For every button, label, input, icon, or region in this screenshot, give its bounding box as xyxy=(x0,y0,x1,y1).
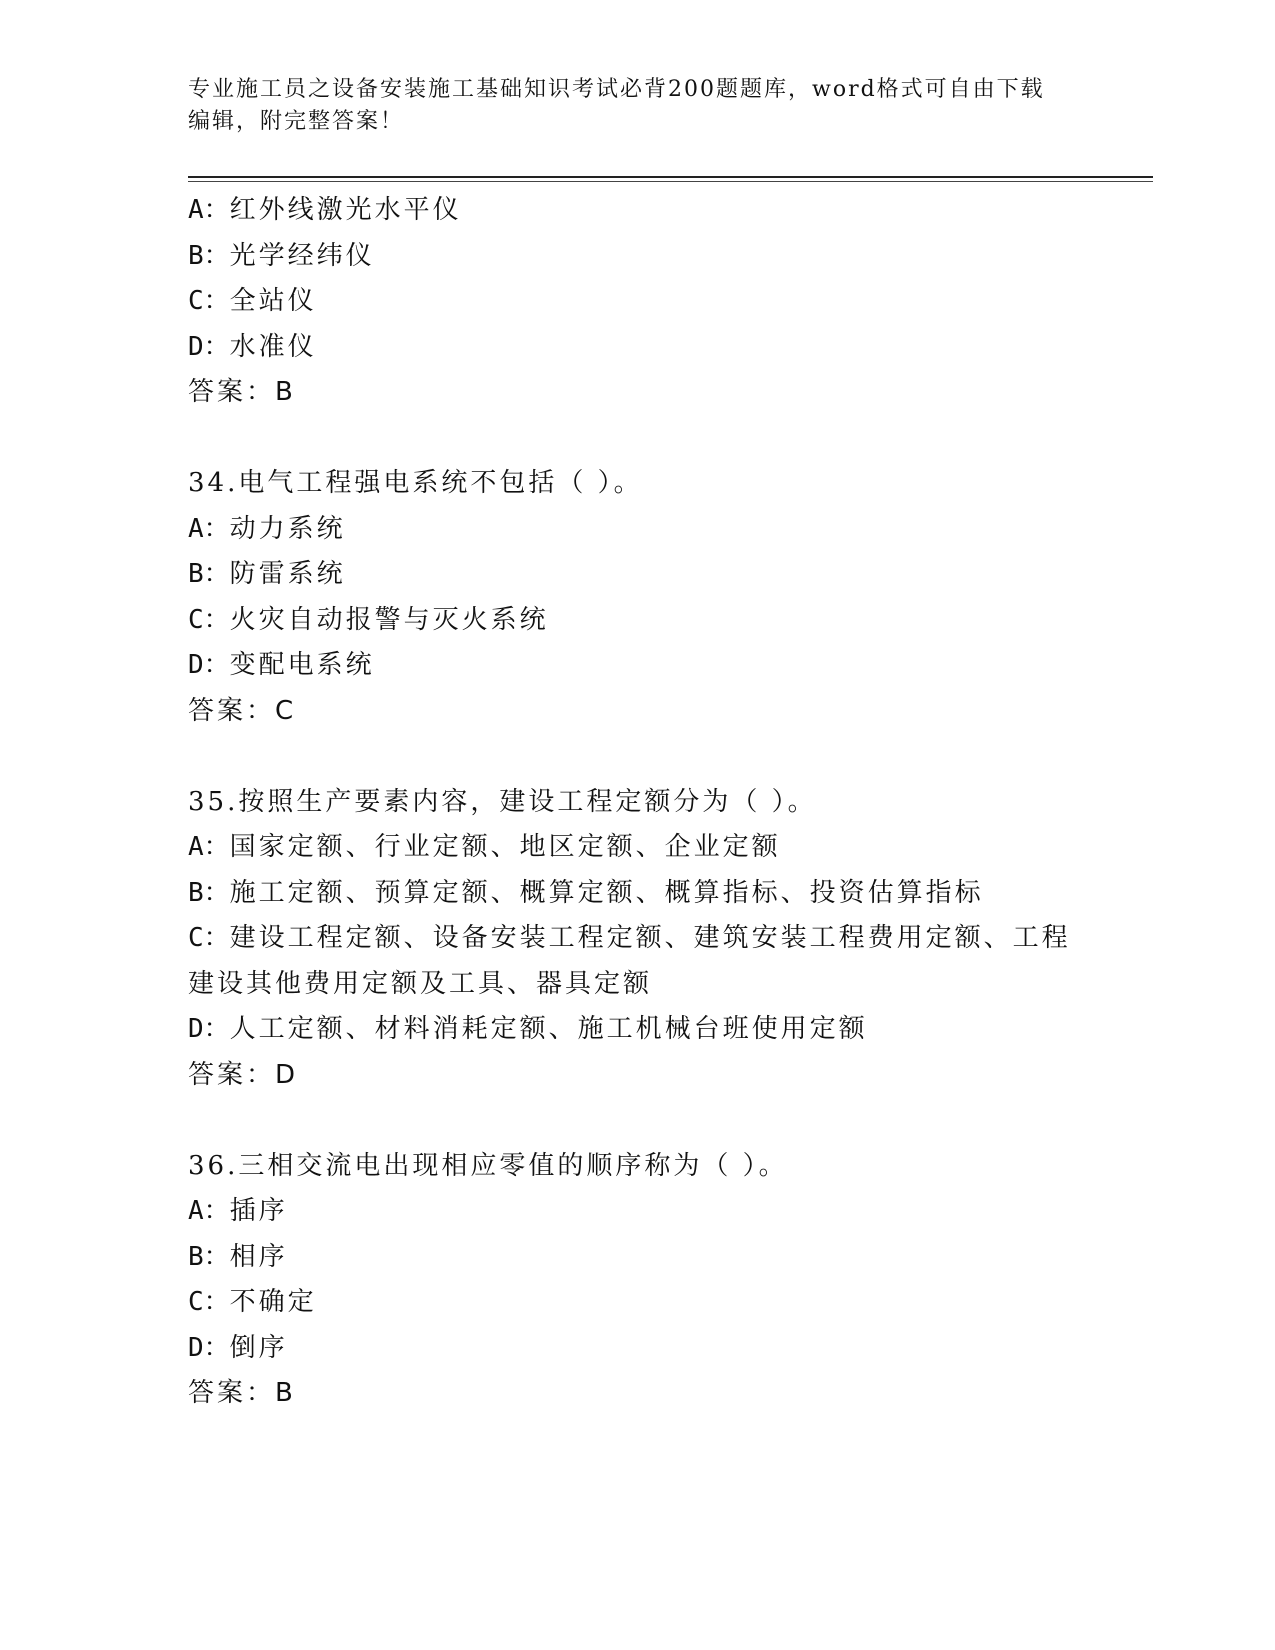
option-letter: D： xyxy=(188,331,230,362)
option-text: 插序 xyxy=(229,1196,288,1226)
option-a xyxy=(188,825,1088,871)
option-text: 全站仪 xyxy=(229,286,317,316)
header-title-line-1: 专业施工员之设备安装施工基础知识考试必背200题题库，word格式可自由下载 xyxy=(188,77,1045,102)
header-divider-thick xyxy=(188,176,1153,178)
option-c xyxy=(188,1280,1088,1326)
option-text: 水准仪 xyxy=(229,331,317,362)
option-a xyxy=(188,507,1088,553)
option-text: 建设工程定额、设备安装工程定额、建筑安装工程费用定额、工程建设其他费用定额及工具、器具定额 xyxy=(188,923,1071,999)
option-letter: A： xyxy=(188,1196,230,1226)
answer-line: 答案：C xyxy=(188,695,297,726)
option-a xyxy=(188,188,1088,234)
option-letter: B： xyxy=(188,1241,230,1272)
option-b xyxy=(188,871,1088,917)
question-list xyxy=(188,188,1088,1417)
option-letter: B： xyxy=(188,559,230,589)
option-text: 光学经纬仪 xyxy=(229,240,375,271)
option-letter: A： xyxy=(188,832,230,862)
spacer xyxy=(188,1098,1088,1144)
option-letter: D： xyxy=(188,1332,230,1363)
option-text: 不确定 xyxy=(229,1287,317,1317)
option-text: 相序 xyxy=(229,1241,288,1272)
header-title-line-2: 编辑，附完整答案！ xyxy=(188,109,405,134)
option-letter: C： xyxy=(188,923,230,953)
option-text: 防雷系统 xyxy=(229,559,346,589)
option-letter: A： xyxy=(188,513,230,544)
question-stem: 34.电气工程强电系统不包括（ ）。 xyxy=(188,468,643,498)
option-letter: A： xyxy=(188,195,230,225)
option-b xyxy=(188,1235,1088,1281)
option-c xyxy=(188,279,1088,325)
answer-line: 答案：B xyxy=(188,1378,296,1408)
option-text: 变配电系统 xyxy=(229,650,375,680)
option-b xyxy=(188,552,1088,598)
spacer xyxy=(188,734,1088,780)
option-a xyxy=(188,1189,1088,1235)
question-stem: 35.按照生产要素内容，建设工程定额分为（ ）。 xyxy=(188,786,817,817)
option-letter: B： xyxy=(188,877,230,908)
question-34 xyxy=(188,461,1088,734)
option-b xyxy=(188,234,1088,280)
question-36 xyxy=(188,1144,1088,1417)
option-letter: C： xyxy=(188,1287,230,1317)
answer-line: 答案：B xyxy=(188,377,296,407)
option-c xyxy=(188,916,1088,1007)
option-letter: D： xyxy=(188,1014,230,1044)
option-d xyxy=(188,1326,1088,1372)
document-header xyxy=(188,74,1078,138)
option-letter: D： xyxy=(188,650,230,680)
option-c xyxy=(188,598,1088,644)
option-text: 倒序 xyxy=(229,1332,288,1363)
question-35 xyxy=(188,780,1088,1099)
option-text: 国家定额、行业定额、地区定额、企业定额 xyxy=(229,832,781,862)
question-33-options xyxy=(188,188,1088,416)
option-d xyxy=(188,325,1088,371)
option-letter: C： xyxy=(188,604,230,635)
option-text: 施工定额、预算定额、概算定额、概算指标、投资估算指标 xyxy=(229,877,984,908)
option-d xyxy=(188,1007,1088,1053)
spacer xyxy=(188,416,1088,462)
option-text: 火灾自动报警与灭火系统 xyxy=(229,604,549,635)
option-text: 动力系统 xyxy=(229,513,346,544)
option-text: 红外线激光水平仪 xyxy=(229,195,462,225)
answer-line: 答案：D xyxy=(188,1059,299,1090)
option-d xyxy=(188,643,1088,689)
option-letter: B： xyxy=(188,240,230,271)
question-stem: 36.三相交流电出现相应零值的顺序称为（ ）。 xyxy=(188,1150,788,1181)
header-divider-thin xyxy=(188,181,1153,182)
option-letter: C： xyxy=(188,286,230,316)
option-text: 人工定额、材料消耗定额、施工机械台班使用定额 xyxy=(229,1014,868,1044)
